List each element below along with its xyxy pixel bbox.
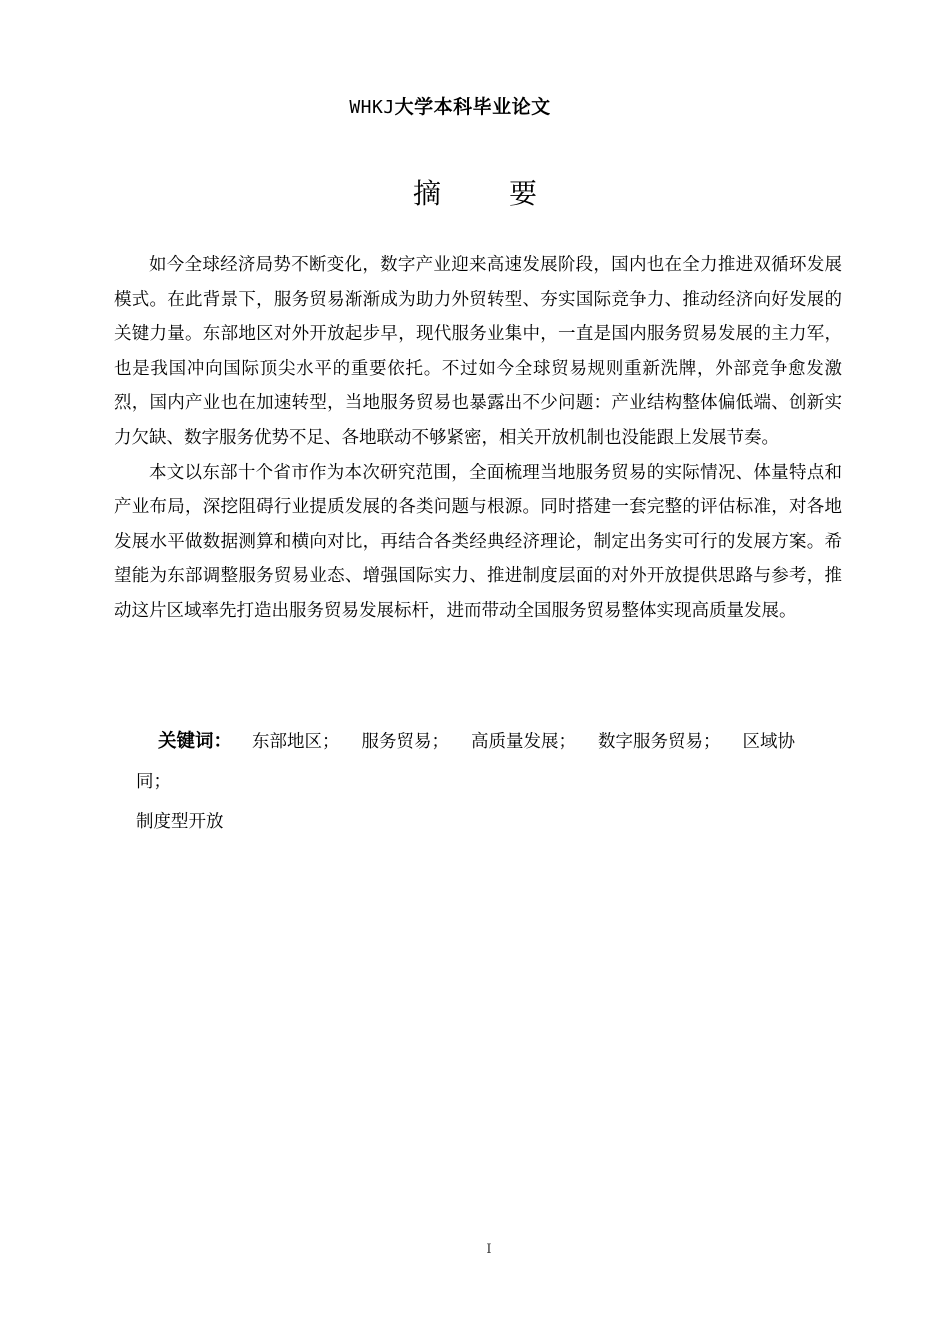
keyword-item: 高质量发展； — [471, 732, 577, 752]
page-number: I — [486, 1242, 492, 1257]
abstract-title — [0, 172, 950, 216]
abstract-paragraph-1: 如今全球经济局势不断变化，数字产业迎来高速发展阶段，国内也在全力推进双循环发展模式。在此背景下，服务贸易渐渐成为助力外贸转型、夯实国际竞争力、推动经济向好发展的关键力量。东部地区对外开放起步早，现代服务业集中，一直是国内服务贸易发展的主力军，也是我国冲向国际顶尖水平的重要依托。不过如今全球贸易规则重新洗牌，外部竞争愈发激烈，国内产业也在加速转型，当地服务贸易也暴露出不少问题：产业结构整体偏低端、创新实力欠缺、数字服务优势不足、各地联动不够紧密，相关开放机制也没能跟上发展节奏。 — [114, 255, 842, 448]
keyword-item: 制度型开放 — [136, 812, 224, 832]
keyword-item: 区域协同； — [136, 732, 796, 792]
header-school-code: WHKJ — [349, 97, 395, 118]
abstract-title-char-2: 要 — [509, 177, 538, 210]
keyword-item: 服务贸易； — [361, 732, 450, 752]
abstract-body — [114, 248, 842, 629]
keywords-label: 关键词： — [158, 731, 233, 752]
keyword-item: 东部地区； — [252, 732, 340, 752]
running-header — [0, 92, 900, 123]
abstract-paragraph-2: 本文以东部十个省市作为本次研究范围，全面梳理当地服务贸易的实际情况、体量特点和产业布局，深挖阻碍行业提质发展的各类问题与根源。同时搭建一套完整的评估标准，对各地发展水平做数据测算和横向对比，再结合各类经典经济理论，制定出务实可行的发展方案。希望能为东部调整服务贸易业态、增强国际实力、推进制度层面的对外开放提供思路与参考，推动这片区域率先打造出服务贸易发展标杆，进而带动全国服务贸易整体实现高质量发展。 — [114, 462, 842, 621]
keywords-block — [136, 722, 836, 842]
header-thesis-label: 大学本科毕业论文 — [394, 96, 551, 118]
abstract-title-char-1: 摘 — [412, 177, 441, 210]
keyword-item: 数字服务贸易； — [598, 732, 721, 752]
